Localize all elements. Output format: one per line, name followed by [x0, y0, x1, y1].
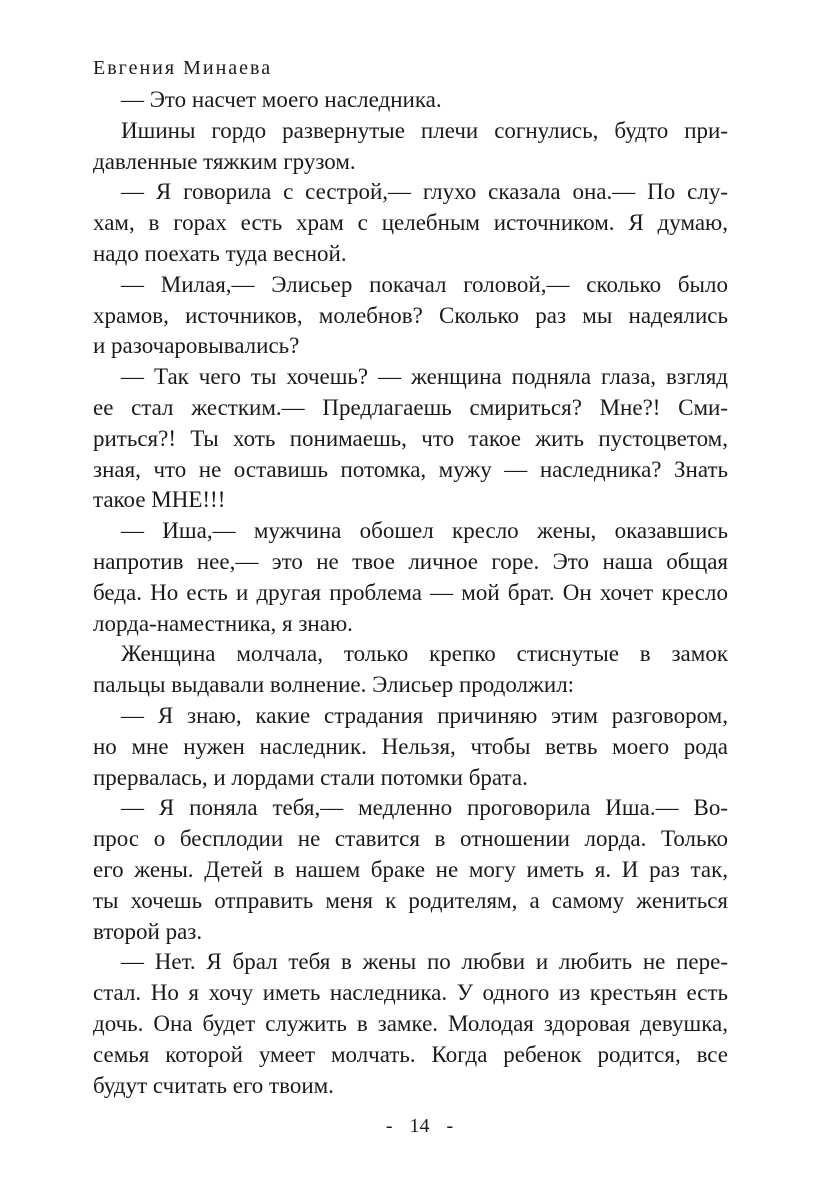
text-line: прос о бесплодии не ставится в отношении лорда. Только: [93, 826, 728, 852]
text-line: Ишины гордо развернутые плечи согнулись, будто при-: [121, 117, 728, 143]
text-line: такое МНЕ!!!: [93, 487, 226, 513]
text-line: хам, в горах есть храм с целебным источником. Я думаю,: [93, 210, 728, 236]
text-line: и разочаровывались?: [93, 333, 300, 359]
page-body-text: [93, 85, 728, 1101]
text-line: пальцы выдавали волнение. Элисьер продолжил:: [93, 672, 575, 698]
text-line: лорда-наместника, я знаю.: [93, 610, 353, 636]
text-line: давленные тяжким грузом.: [93, 148, 356, 174]
text-line: Женщина молчала, только крепко стиснутые в замок: [121, 641, 728, 667]
text-line: напротив нее,— это не твое личное горе. Это наша общая: [93, 548, 728, 574]
paragraph: [93, 793, 728, 947]
paragraph: [93, 177, 728, 269]
text-line: беда. Но есть и другая проблема — мой брат. Он хочет кресло: [93, 579, 728, 605]
paragraph: [93, 116, 728, 178]
text-line: ты хочешь отправить меня к родителям, а самому жениться: [93, 887, 728, 913]
paragraph: [93, 701, 728, 793]
text-line: ее стал жестким.— Предлагаешь смириться? Мне?! Сми-: [93, 394, 728, 420]
text-line: семья которой умеет молчать. Когда ребенок родится, все: [93, 1041, 728, 1067]
text-line: — Я говорила с сестрой,— глухо сказала она.— По слу-: [121, 179, 728, 205]
page-number: - 14 -: [385, 1115, 454, 1137]
text-line: — Так чего ты хочешь? — женщина подняла глаза, взгляд: [121, 364, 728, 390]
running-header-author: Евгения Минаева: [93, 57, 273, 79]
paragraph: [93, 362, 728, 516]
text-line: но мне нужен наследник. Нельзя, чтобы ветвь моего рода: [93, 733, 728, 759]
text-line: надо поехать туда весной.: [93, 240, 347, 266]
text-line: второй раз.: [93, 918, 203, 944]
text-line: — Я знаю, какие страдания причиняю этим разговором,: [121, 702, 728, 728]
text-line: прервалась, и лордами стали потомки брата.: [93, 764, 528, 790]
text-line: будут считать его твоим.: [93, 1072, 334, 1098]
paragraph: [93, 85, 728, 116]
text-line: дочь. Она будет служить в замке. Молодая здоровая девушка,: [93, 1010, 728, 1036]
text-line: риться?! Ты хоть понимаешь, что такое жить пустоцветом,: [93, 425, 728, 451]
text-line: его жены. Детей в нашем браке не могу иметь я. И раз так,: [93, 856, 728, 882]
paragraph: [93, 639, 728, 701]
text-line: зная, что не оставишь потомка, мужу — наследника? Знать: [93, 456, 728, 482]
paragraph: [93, 516, 728, 639]
text-line: — Нет. Я брал тебя в жены по любви и любить не пере-: [121, 949, 728, 975]
text-line: стал. Но я хочу иметь наследника. У одного из крестьян есть: [93, 980, 728, 1006]
paragraph: [93, 270, 728, 362]
text-line: храмов, источников, молебнов? Сколько раз мы надеялись: [93, 302, 728, 328]
text-line: — Милая,— Элисьер покачал головой,— сколько было: [121, 271, 728, 297]
text-line: — Я поняла тебя,— медленно проговорила Иша.— Во-: [121, 795, 728, 821]
paragraph: [93, 947, 728, 1101]
text-line: — Иша,— мужчина обошел кресло жены, оказавшись: [121, 518, 728, 544]
text-line: — Это насчет моего наследника.: [121, 87, 442, 112]
